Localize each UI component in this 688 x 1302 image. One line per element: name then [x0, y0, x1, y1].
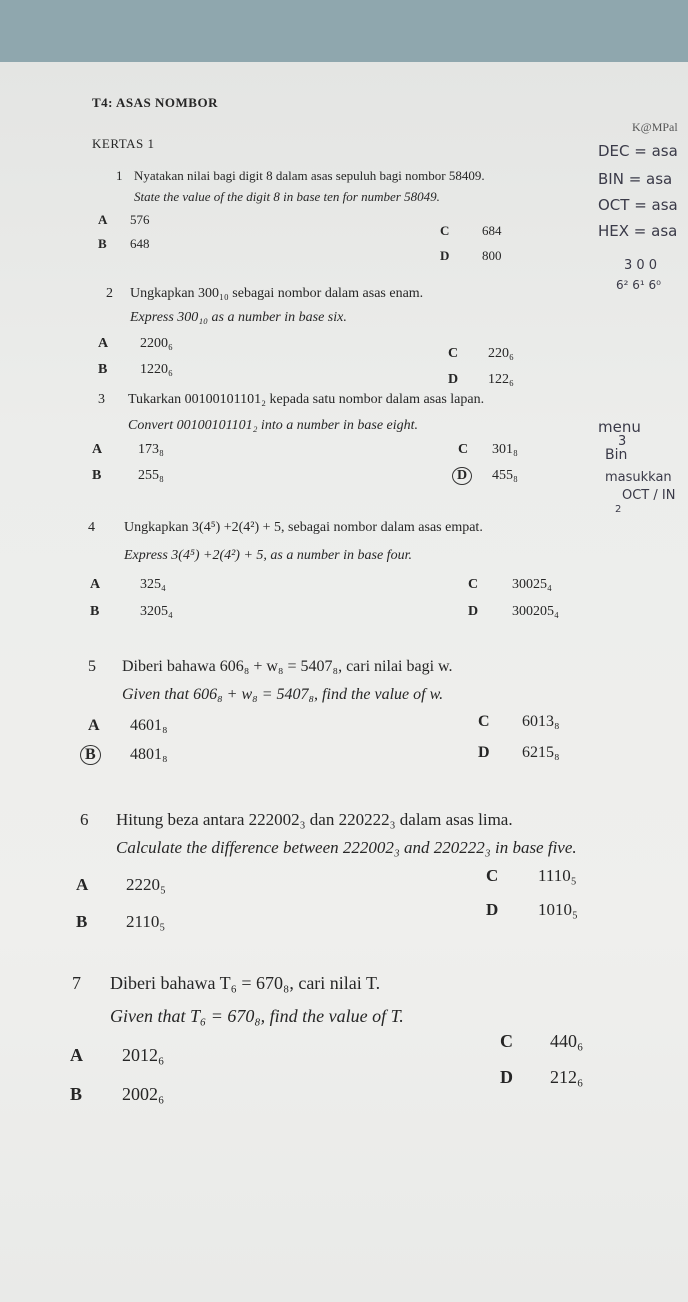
option-5-b[interactable]: 4801₈: [130, 746, 168, 763]
option-3-c[interactable]: 301₈: [492, 442, 518, 457]
option-4-a[interactable]: 325₄: [140, 577, 166, 592]
option-5-d[interactable]: 6215₈: [522, 744, 560, 761]
hand-note-three: 3: [618, 434, 627, 449]
hand-note-hex: HEX = asa: [598, 222, 678, 240]
question-1-english: State the value of the digit 8 in base ten for number 58049.: [134, 189, 440, 204]
option-5-a[interactable]: 4601₈: [130, 717, 168, 734]
question-3-malay: Tukarkan 00100101101₂ kepada satu nombor dalam asas lapan.: [128, 392, 485, 407]
worksheet-title: T4: ASAS NOMBOR: [92, 95, 218, 110]
option-3-a[interactable]: 173₈: [138, 442, 164, 457]
option-4-b[interactable]: 3205₄: [140, 604, 173, 619]
hand-powers: 6² 6¹ 6⁰: [616, 278, 661, 292]
question-2-malay: Ungkapkan 300₁₀ sebagai nombor dalam asas enam.: [130, 286, 424, 301]
option-3-d[interactable]: 455₈: [492, 468, 518, 483]
question-5-malay: Diberi bahawa 606₈ + w₈ = 5407₈, cari nilai bagi w.: [122, 658, 453, 675]
hand-note-oct: OCT = asa: [598, 196, 678, 214]
option-7-b[interactable]: 2002₆: [122, 1084, 165, 1104]
option-1-b[interactable]: 648: [130, 236, 150, 251]
option-3-d-circled-mark: D: [452, 467, 472, 485]
hand-note-menu: menu: [598, 418, 641, 436]
option-6-a[interactable]: 2220₅: [126, 875, 166, 894]
option-1-c[interactable]: 684: [482, 223, 502, 238]
hand-note-bin: BIN = asa: [598, 170, 673, 188]
question-2-number: 2: [106, 286, 113, 301]
question-7-malay: Diberi bahawa T₆ = 670₈, cari nilai T.: [110, 973, 381, 993]
hand-note-masukkan: masukkan: [605, 470, 672, 485]
hand-note-two: 2: [615, 504, 622, 515]
option-2-d[interactable]: 122₆: [488, 372, 514, 387]
option-1-d[interactable]: 800: [482, 248, 502, 263]
option-4-d[interactable]: 300205₄: [512, 604, 559, 619]
option-7-a[interactable]: 2012₆: [122, 1045, 165, 1065]
option-2-a[interactable]: 2200₆: [140, 336, 173, 351]
option-6-b[interactable]: 2110₅: [126, 912, 166, 931]
hand-place-values: 3 0 0: [624, 258, 658, 273]
option-5-c[interactable]: 6013₈: [522, 713, 560, 730]
question-3-number: 3: [98, 392, 105, 407]
hand-note-dec: DEC = asa: [598, 142, 678, 160]
option-3-b[interactable]: 255₈: [138, 468, 164, 483]
question-6-english: Calculate the difference between 222002₃ and 220222₃ in base five.: [116, 838, 577, 857]
option-4-c[interactable]: 30025₄: [512, 577, 552, 592]
question-2-english: Express 300₁₀ as a number in base six.: [130, 310, 347, 325]
question-5-english: Given that 606₈ + w₈ = 5407₈, find the value of w.: [122, 686, 444, 703]
hand-note-bin2: Bin: [605, 447, 628, 463]
option-7-c[interactable]: 440₆: [550, 1031, 584, 1051]
kampal-tag: K@MPal: [632, 120, 678, 134]
question-1-malay: Nyatakan nilai bagi digit 8 dalam asas sepuluh bagi nombor 58409.: [134, 168, 485, 183]
question-7-number: 7: [72, 973, 81, 993]
option-6-d[interactable]: 1010₅: [538, 900, 578, 919]
option-5-b-circled-mark: B: [80, 745, 101, 765]
hand-note-oct-in: OCT / IN: [622, 488, 676, 503]
question-4-english: Express 3(4⁵) +2(4²) + 5, as a number in base four.: [124, 548, 412, 563]
question-4-number: 4: [88, 520, 95, 535]
question-6-number: 6: [80, 810, 89, 829]
question-5-number: 5: [88, 658, 96, 675]
question-1-number: 1: [116, 168, 123, 183]
option-1-a[interactable]: 576: [130, 212, 150, 227]
option-2-b[interactable]: 1220₆: [140, 362, 173, 377]
option-2-c[interactable]: 220₆: [488, 346, 514, 361]
paper-label: KERTAS 1: [92, 136, 155, 151]
question-6-malay: Hitung beza antara 222002₃ dan 220222₃ dalam asas lima.: [116, 810, 513, 829]
question-3-english: Convert 00100101101₂ into a number in base eight.: [128, 418, 419, 433]
option-6-c[interactable]: 1110₅: [538, 866, 577, 885]
question-4-malay: Ungkapkan 3(4⁵) +2(4²) + 5, sebagai nombor dalam asas empat.: [124, 520, 483, 535]
option-7-d[interactable]: 212₆: [550, 1067, 584, 1087]
question-7-english: Given that T₆ = 670₈, find the value of T.: [110, 1006, 404, 1026]
